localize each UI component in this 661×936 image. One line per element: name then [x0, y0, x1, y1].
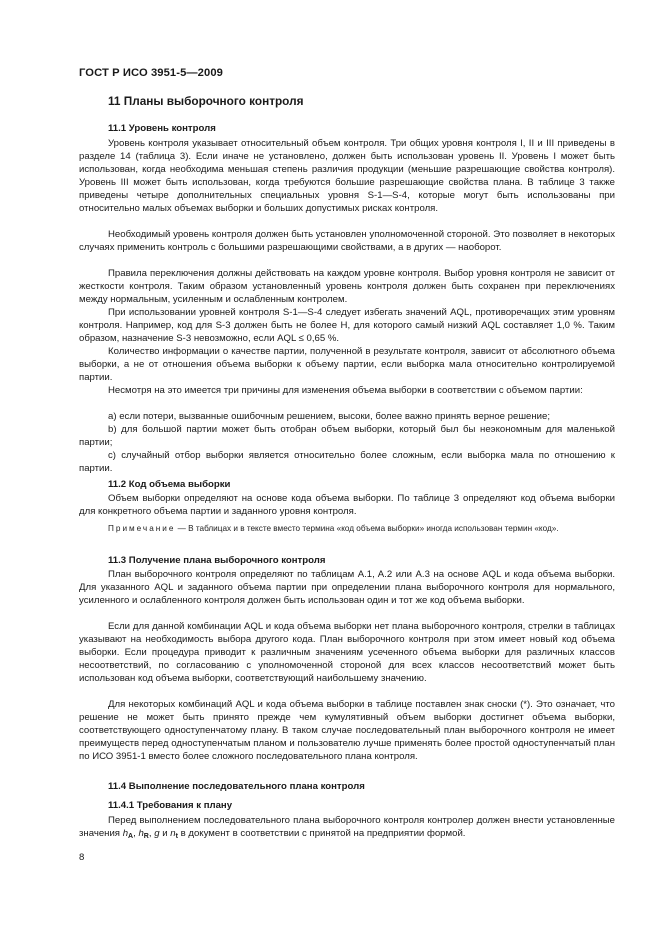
note: [79, 523, 615, 535]
note-text: — В таблицах и в тексте вместо термина «код объема выборки» иногда использован термин «код».: [177, 524, 559, 533]
list-item-a: a) если потери, вызванные ошибочным решением, высоки, более важно принять верное решение;: [108, 411, 551, 422]
paragraph-11-4-1-text: Перед выполнением последовательного плана выборочного контроля контролер должен внести установленные значения: [79, 815, 615, 839]
symbol-n-t: $n_t$: [170, 828, 178, 840]
paragraph-11-1-3: Правила переключения должны действовать на каждом уровне контроля. Выбор уровня контроля не зависит от жесткости контроля. Таким образом установленный уровень контроля должен быть сохранен при переключениях между нормальным, усиленным и ослабленным контролем.: [79, 268, 615, 305]
subsection-11-2-title: 11.2 Код объема выборки: [108, 479, 231, 490]
list-item-b: b) для большой партии может быть отобран объем выборки, который был бы неэкономным для маленькой партии;: [79, 424, 615, 448]
note-label: Примечание: [108, 524, 176, 533]
subsection-11-4-1-title: 11.4.1 Требования к плану: [108, 800, 233, 811]
paragraph-11-1-4: При использовании уровней контроля S-1—S-4 следует избегать значений AQL, противоречащих этим уровням контроля. Например, код для S-3 должен быть не более H, для которого самый низкий AQL составляет 1,0 %. Таким образом, назначение S-3 невозможно, если AQL ≤ 0,65 %.: [79, 307, 615, 344]
paragraph-11-1-5: Количество информации о качестве партии, полученной в результате контроля, зависит от абсолютного объема выборки, а не от отношения объема выборки к объему партии, если выборка мала относительно контролируемой партии.: [79, 346, 615, 383]
subsection-11-4-title: 11.4 Выполнение последовательного плана контроля: [108, 781, 365, 792]
paragraph-11-1-6: Несмотря на это имеется три причины для изменения объема выборки в соответствии с объемом партии:: [108, 385, 583, 396]
standard-header: ГОСТ Р ИСО 3951-5—2009: [79, 67, 223, 79]
paragraph-11-3-2: Если для данной комбинации AQL и кода объема выборки нет плана выборочного контроля, стрелки в таблицах указывают на необходимость выбора другого кода. План выборочного контроля при этом имеет новый код объема выборки. Если процедура приводит к различным значениям усеченного объема выборки для различных классов несоответствий, по согласованию с уполномоченной стороной для всех классов несоответствий может быть использован код объема выборки, соответствующий наибольшему значению.: [79, 621, 615, 684]
paragraph-11-3-1: План выборочного контроля определяют по таблицам A.1, A.2 или A.3 на основе AQL и кода объема выборки. Для указанного AQL и заданного объема партии при определении плана выборочного контроля для нормального, усиленного и ослабленного контроля должен быть использован один и тот же код объема выборки.: [79, 569, 615, 606]
symbol-h-r: $h_R$: [138, 828, 149, 840]
symbol-h-a: $h_A$: [122, 828, 134, 840]
paragraph-11-4-1: Перед выполнением последовательного плана выборочного контроля контролер должен внести установленные значения $h_A$, $h_R$, g и $n_t$ в документ в соответствии с принятой на предприятии формой.: [79, 815, 615, 840]
page-number: 8: [79, 852, 85, 863]
paragraph-11-3-3: Для некоторых комбинаций AQL и кода объема выборки в таблице поставлен знак сноски (*). Это означает, что решение не может быть принято прежде чем кумулятивный объем выборки достигнет объема выборки, соответствующего одноступенчатому плану. В таком случае последовательный план выборочного контроля не имеет преимуществ перед одноступенчатым планом и пользователю лучше применять более простой одноступенчатый план по ИСО 3951-1 вместо более сложного последовательного плана контроля.: [79, 699, 615, 762]
paragraph-11-2-1: Объем выборки определяют на основе кода объема выборки. По таблице 3 определяют код объема выборки для конкретного объема партии и заданного уровня контроля.: [79, 493, 615, 517]
section-title: 11 Планы выборочного контроля: [108, 94, 304, 108]
subsection-11-1-title: 11.1 Уровень контроля: [108, 123, 216, 134]
symbol-g: g: [154, 828, 160, 839]
paragraph-11-1-1: Уровень контроля указывает относительный объем контроля. Три общих уровня контроля I, II и III приведены в разделе 14 (таблица 3). Если иначе не установлено, должен быть использован уровень II. Уровень I может быть использован, когда необходима меньшая степень различия продукции (меньшие разрешающие свойства контроля). Уровень III может быть использован, когда требуются большие разрешающие свойства плана. В таблице 3 также приведены четыре дополнительных специальных уровня S-1—S-4, которые могут быть использованы при относительно малых объемах выборки и больших допустимых рисках контроля.: [79, 138, 615, 214]
list-item-c: c) случайный отбор выборки является относительно более сложным, если выборка мала по отношению к партии.: [79, 450, 615, 474]
subsection-11-3-title: 11.3 Получение плана выборочного контроля: [108, 555, 326, 566]
paragraph-11-1-2: Необходимый уровень контроля должен быть установлен уполномоченной стороной. Это позволяет в некоторых случаях применить контроль с большими разрешающими свойствами, а в других — наоборот.: [79, 229, 615, 253]
